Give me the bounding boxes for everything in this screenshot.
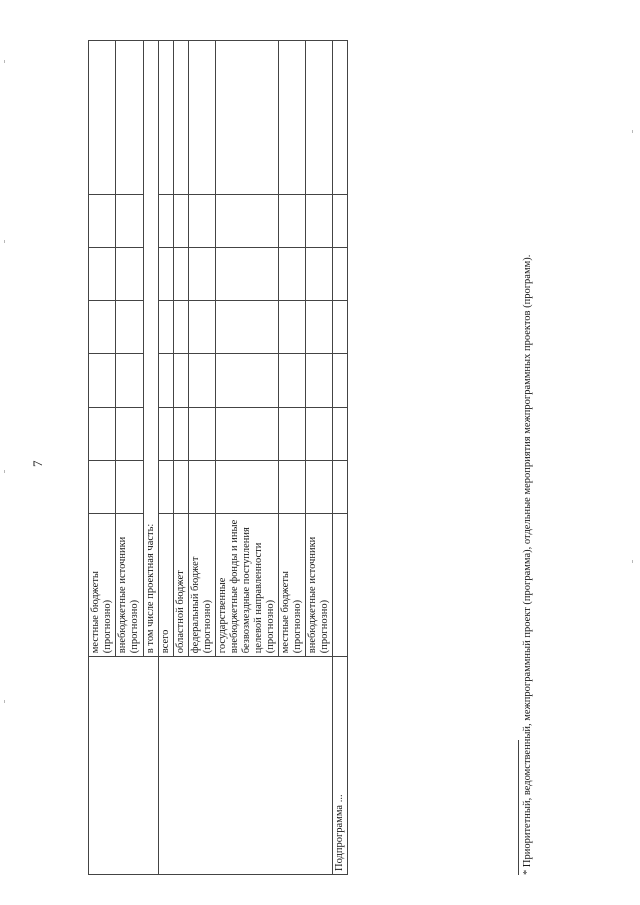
scan-mark <box>4 60 5 63</box>
source-cell: федеральный бюджет (прогнозно) <box>189 513 216 656</box>
source-cell: всего <box>159 513 174 656</box>
scan-mark <box>4 240 5 243</box>
scan-mark <box>4 470 5 473</box>
table-row <box>159 41 174 875</box>
page-number: 7 <box>30 460 45 467</box>
table-row <box>89 41 116 875</box>
subprogram-label: Подпрограмма ... <box>333 657 348 875</box>
financing-table <box>88 40 348 875</box>
source-cell: местные бюджеты (прогнозно) <box>89 513 116 656</box>
name-cell <box>89 657 159 875</box>
source-cell: государственные внебюджетные фонды и иные безвозмездные поступления целевой направленности (прогнозно) <box>216 513 279 656</box>
source-cell: внебюджетные источники (прогнозно) <box>116 513 144 656</box>
footnote-text: * Приоритетный, ведомственный, межпрограммный проект (программа), отдельные мероприятия межпрограммных проектов (программ). <box>522 254 533 875</box>
footnote-divider <box>518 740 519 875</box>
source-cell: местные бюджеты (прогнозно) <box>279 513 306 656</box>
scan-mark <box>632 560 633 563</box>
scan-mark <box>4 700 5 703</box>
indented-name-cell <box>159 657 333 875</box>
source-cell: внебюджетные источники (прогнозно) <box>306 513 333 656</box>
table-row <box>333 41 348 875</box>
project-part-label: в том числе проектная часть: <box>144 41 159 657</box>
source-cell: областной бюджет <box>174 513 189 656</box>
scan-mark <box>632 130 633 133</box>
